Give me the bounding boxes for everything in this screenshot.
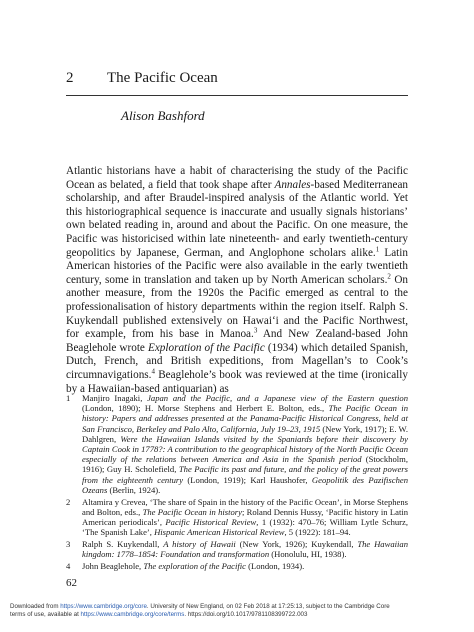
chapter-number: 2	[66, 70, 74, 86]
italic-text: The Pacific its past and future, and the policy of the great powers from the eighteenth century	[82, 464, 408, 485]
text-run: (Stockholm, 1916); Guy H. Scholefield,	[82, 454, 408, 475]
footnote-number: 1	[66, 393, 71, 403]
text-run: (London, 1934).	[245, 560, 305, 571]
italic-text: Pacific Historical Review	[165, 516, 257, 527]
text-run: Latin American histories of the Pacific were also available in the early twentieth century, some in translation and taken up by North American scholars.	[66, 246, 408, 286]
body-text	[66, 165, 408, 396]
text-run: Ralph S. Kuykendall,	[82, 538, 164, 549]
italic-text: Were the Hawaiian Islands visited by the Spaniards before their discovery by Captain Cook in 1778?: A contribution to the geographical history of the North Pacific Ocean especially of the relations between America and Asia in the Spanish period	[82, 433, 408, 465]
italic-text: Japan and the Pacific, and a Japanese view of the Eastern question	[147, 393, 408, 403]
text-run: (Honolulu, HI, 1938).	[269, 549, 347, 560]
text-run: Beaglehole’s book was reviewed at the time (ironically by a Hawaiian-based antiquarian) as	[66, 368, 408, 395]
footnote-number: 3	[66, 538, 71, 549]
italic-text: The Pacific Ocean in history	[142, 506, 242, 517]
italic-text: The Pacific Ocean in history: Papers and addresses presented at the Panama-Pacific Historical Congress, held at San Francisco, Berkeley and Palo Alto, California, July 19–23, 1915	[82, 403, 408, 434]
page-number: 62	[66, 577, 77, 589]
footnote-marker[interactable]: 3	[253, 326, 258, 335]
text-run: Manjiro Inagaki,	[82, 393, 148, 403]
italic-text: Geopolitik des Pazifischen Ozeans	[82, 474, 408, 495]
text-run: (London, 1890); H. Morse Stephens and Herbert E. Bolton, eds.,	[82, 403, 329, 414]
italic-text: The Hawaiian kingdom: 1778–1854: Foundation and transformation	[82, 538, 408, 560]
text-run: (London, 1919); Karl Haushofer,	[183, 474, 312, 485]
download-note-text: Downloaded from	[10, 603, 61, 610]
text-run: On another measure, from the 1920s the Pacific emerged as central to the professionalisation of history departments within the region itself. Ralph S. Kuykendall published extensively on Hawai‘i and the Pacific Northwest, for example, from his base in Manoa.	[66, 273, 408, 341]
download-note-text: . University of New England, on 02 Feb 2018 at 17:25:13, subject to the Cambridge Core	[146, 603, 390, 610]
footnotes	[66, 393, 408, 572]
text-run: (1934) which detailed Spanish, Dutch, French, and British expeditions, from Magellan’s to Cook’s circumnavigations.	[66, 341, 408, 381]
italic-text: Exploration of the Pacific	[148, 341, 265, 354]
chapter-heading	[66, 70, 408, 94]
text-run: Altamira y Crevea, ‘The share of Spain in the history of the Pacific Ocean’, in Morse Stephens and Bolton, eds.,	[82, 496, 408, 517]
text-run: John Beaglehole,	[82, 560, 144, 571]
download-note-line-1	[10, 603, 468, 611]
text-run: , 1 (1932): 470–76; William Lytle Schurz, ‘The Spanish Lake’,	[82, 516, 408, 538]
download-note-text: . https://doi.org/10.1017/9781108399722.003	[184, 611, 308, 618]
italic-text: Hispanic American Historical Review	[154, 527, 285, 538]
footnote-number: 2	[66, 496, 71, 507]
footnote-marker[interactable]: 4	[151, 367, 155, 376]
text-run: (Berlin, 1924).	[107, 484, 161, 495]
italic-text: A history of Hawaii	[163, 538, 236, 549]
download-note-line-2	[10, 611, 468, 619]
footnote-marker[interactable]: 1	[375, 244, 380, 253]
author-name: Alison Bashford	[121, 108, 205, 123]
footnote-number: 4	[66, 560, 71, 571]
footnote	[66, 561, 408, 571]
cambridge-terms-link[interactable]: https://www.cambridge.org/core/terms	[80, 611, 185, 618]
download-note-text: terms of use, available at	[10, 611, 81, 618]
footnote-marker[interactable]: 2	[387, 272, 391, 281]
text-run: Atlantic historians have a habit of characterising the study of the Pacific Ocean as belated, a field that took shape after	[66, 165, 408, 191]
cambridge-core-link[interactable]: https://www.cambridge.org/core	[60, 603, 147, 610]
chapter-title: The Pacific Ocean	[107, 70, 218, 86]
italic-text: Annales	[274, 178, 311, 191]
download-note	[10, 603, 468, 619]
footnote	[66, 393, 408, 495]
text-run: (New York, 1917); E. W. Dahlgren,	[82, 423, 408, 444]
italic-text: The exploration of the Pacific	[143, 560, 246, 571]
footnote	[66, 539, 408, 559]
text-run: And New Zealand-based John Beaglehole wrote	[66, 328, 408, 354]
footnote	[66, 497, 408, 538]
body-paragraph	[66, 165, 408, 396]
heading-rule	[66, 95, 408, 96]
text-run: ; Roland Dennis Hussy, ‘Pacific history in Latin American periodicals’,	[82, 506, 409, 527]
text-run: (New York, 1926); Kuykendall,	[235, 538, 358, 549]
text-run: -based Mediterranean scholarship, and after Braudel-inspired analysis of the Atlantic world. Yet this historiographical sequence is inaccurate and usually signals historians’ own belated reading in, around and about the Pacific. On one measure, the Pacific was historicised within late nineteenth- and early twentieth-century geopolitics by Japanese, German, and Anglophone scholars alike.	[66, 178, 408, 259]
text-run: , 5 (1922): 181–94.	[284, 527, 351, 538]
